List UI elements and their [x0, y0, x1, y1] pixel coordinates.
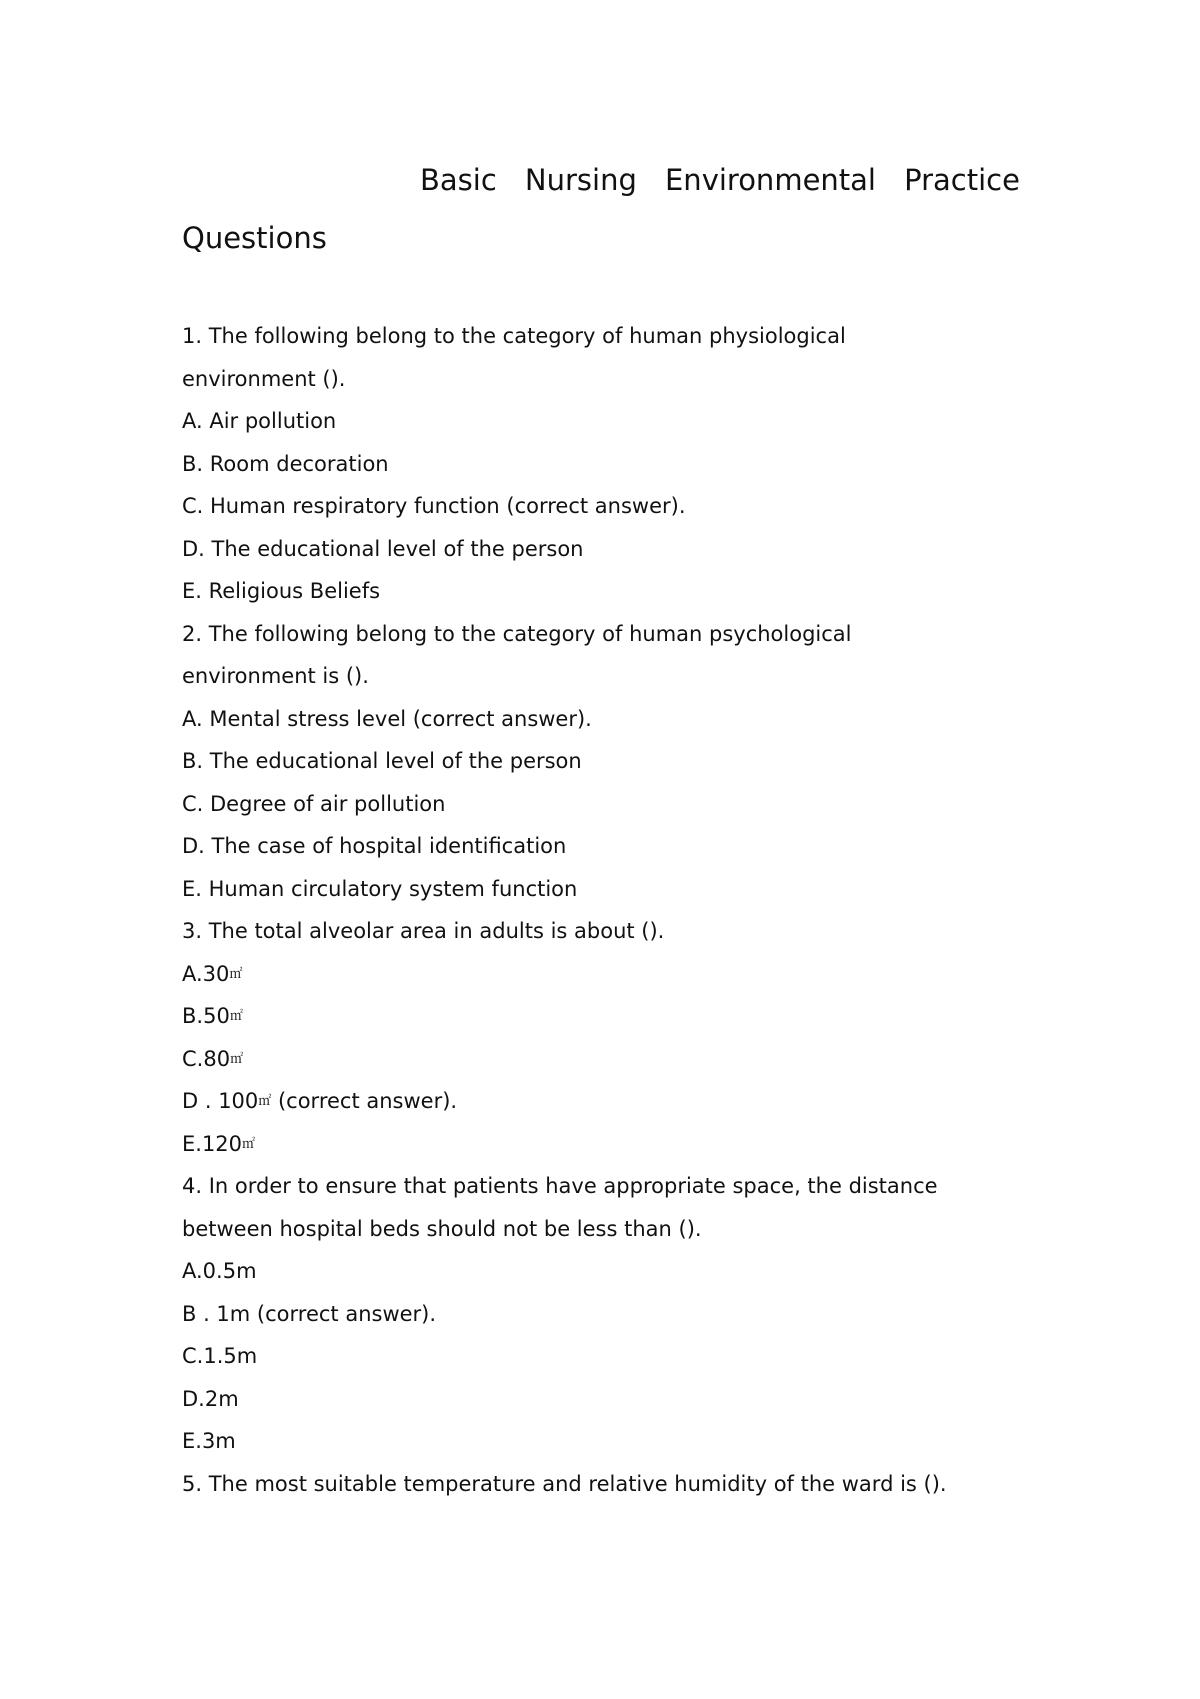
option-text: A. Mental stress level (correct answer). — [182, 706, 592, 731]
question-stem: environment (). — [182, 366, 346, 391]
title-word: Environmental — [664, 163, 876, 197]
option-text: A.0.5m — [182, 1259, 257, 1283]
question-stem: 4. In order to ensure that patients have appropriate space, the distance — [182, 1174, 938, 1198]
question-stem: 5. The most suitable temperature and relative humidity of the ward is (). — [182, 1471, 947, 1496]
title-word: Nursing — [524, 163, 637, 197]
question-list — [182, 315, 1142, 1505]
page-title — [420, 160, 1020, 200]
question-stem: 2. The following belong to the category of human psychological — [182, 621, 852, 646]
question-stem: between hospital beds should not be less than (). — [182, 1216, 702, 1241]
option-unit: ㎡ — [229, 966, 243, 982]
answer-option — [182, 783, 1142, 826]
option-text: E.120 — [182, 1131, 243, 1156]
answer-option — [182, 1335, 1142, 1378]
answer-option — [182, 825, 1142, 868]
option-unit: ㎡ — [258, 1094, 272, 1109]
answer-option — [182, 1250, 1142, 1293]
option-text: E. Religious Beliefs — [182, 579, 381, 603]
option-text: A. Air pollution — [182, 409, 337, 433]
title-word: Basic — [420, 163, 497, 197]
answer-option — [182, 698, 1142, 741]
answer-option — [182, 1378, 1142, 1421]
answer-option — [182, 443, 1142, 486]
question-stem: environment is (). — [182, 664, 369, 688]
option-unit: ㎡ — [229, 1009, 243, 1024]
answer-option — [182, 1038, 1142, 1081]
option-text: C.1.5m — [182, 1344, 258, 1368]
page-title-continued: Questions — [182, 221, 327, 255]
answer-option — [182, 1080, 1142, 1123]
option-text: A.30 — [182, 961, 230, 986]
option-text: E.3m — [182, 1429, 236, 1453]
answer-option — [182, 570, 1142, 613]
question-stem: 3. The total alveolar area in adults is about (). — [182, 919, 665, 943]
option-text: D. The educational level of the person — [182, 536, 584, 561]
title-word: Practice — [904, 163, 1020, 197]
option-text: C. Human respiratory function (correct answer). — [182, 494, 686, 518]
answer-option — [182, 1123, 1142, 1166]
answer-option — [182, 995, 1142, 1038]
answer-option — [182, 485, 1142, 528]
option-text: B . 1m (correct answer). — [182, 1301, 437, 1326]
option-text: D . 100 — [182, 1089, 259, 1113]
question-stem: 1. The following belong to the category of human physiological — [182, 324, 846, 348]
option-suffix: (correct answer). — [271, 1089, 458, 1113]
option-text: B.50 — [182, 1004, 230, 1028]
option-text: C.80 — [182, 1046, 231, 1071]
answer-option — [182, 1293, 1142, 1336]
option-text: C. Degree of air pollution — [182, 791, 446, 816]
answer-option — [182, 528, 1142, 571]
answer-option — [182, 400, 1142, 443]
option-text: E. Human circulatory system function — [182, 876, 578, 901]
option-text: D. The case of hospital identification — [182, 834, 567, 858]
option-unit: ㎡ — [242, 1136, 256, 1152]
option-text: B. The educational level of the person — [182, 749, 582, 773]
option-text: B. Room decoration — [182, 451, 389, 476]
answer-option — [182, 868, 1142, 911]
option-unit: ㎡ — [230, 1051, 244, 1067]
option-text: D.2m — [182, 1386, 239, 1411]
answer-option — [182, 740, 1142, 783]
answer-option — [182, 953, 1142, 996]
answer-option — [182, 1420, 1142, 1463]
